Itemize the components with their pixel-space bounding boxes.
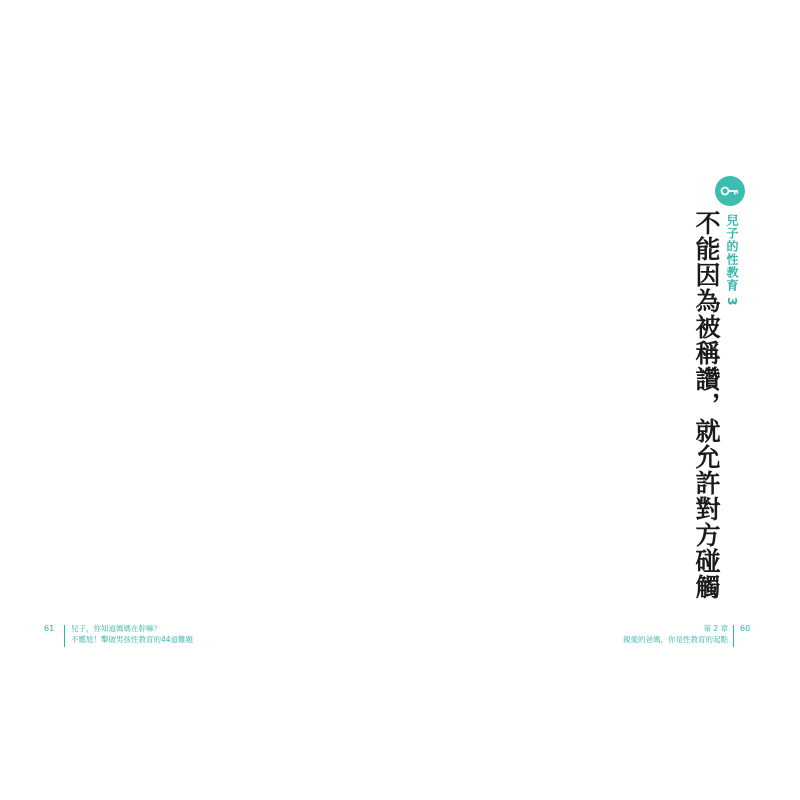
series-label: 兒子的性教育 3 — [725, 214, 739, 307]
left-page-number: 61 — [44, 624, 55, 633]
left-footer-line1: 兒子，你知道媽媽在幹嘛？ — [71, 624, 161, 633]
right-footer-subtitle: 親愛的爸媽，你是性教育的起點 — [623, 635, 728, 644]
right-page-number: 60 — [740, 624, 751, 633]
right-footer — [618, 623, 728, 645]
right-footer-chapter: 第 2 章 — [703, 624, 728, 633]
left-footer-rule — [64, 625, 65, 647]
right-footer-rule — [733, 625, 734, 647]
left-footer — [71, 623, 193, 645]
key-icon — [720, 186, 740, 196]
section-title: 不能因為被稱讚，就允許對方碰觸 — [692, 210, 721, 600]
left-footer-line2: 不尷尬！擊破男孩性教育的44道難題 — [71, 635, 194, 644]
